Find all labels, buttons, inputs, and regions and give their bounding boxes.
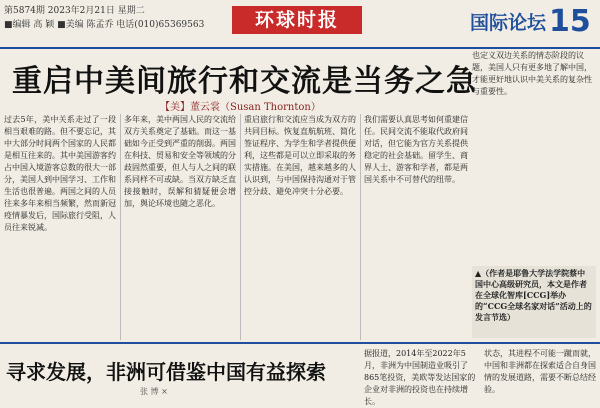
second-headline: 寻求发展，非洲可借鉴中国有益探索 xyxy=(6,360,326,384)
column-divider xyxy=(240,114,241,340)
lead-article-body xyxy=(4,114,470,340)
second-article-body xyxy=(364,348,596,406)
article-column: 我们需要认真思考如何重建信任。民间交流不能取代政府间对话，但它能为官方关系提供稳定的社会基础。留学生、商界人士、游客和学者，都是两国关系中不可替代的纽带。 xyxy=(364,115,468,184)
lead-byline: 【美】董云裳（Susan Thornton） xyxy=(160,102,321,113)
newspaper-logo: 环球时报 xyxy=(232,6,362,34)
section-label: 国际论坛 xyxy=(470,12,547,34)
page-number: 15 xyxy=(549,4,591,39)
bottom-divider xyxy=(0,342,600,344)
issue-line: 第5874期 2023年2月21日 星期二 xyxy=(4,6,145,16)
article-column: 据报道，2014年至2022年5月，非洲为中国制造业吸引了865笔投资，美欧等发达国家的企业对非洲的投资也在持续增长。 xyxy=(364,349,476,406)
issue-info xyxy=(4,4,204,32)
column-divider xyxy=(360,114,361,340)
article-column: 重启旅行和交流应当成为双方的共同目标。恢复直航航班、简化签证程序、为学生和学者提供便利，这些都是可以立即采取的务实措施。在美国，越来越多的人认识到，与中国保持沟通对于管控分歧、避免冲突十分必要。 xyxy=(244,115,356,196)
sidebar-text: 也定义双边关系的情态阶段的议题，美国人只有更多地了解中国，才能更好地认识中美关系的复杂性与重要性。 xyxy=(472,51,592,96)
editor-line: ■编辑 高 颖 ■美编 陈孟乔 电话(010)65369563 xyxy=(4,20,205,30)
article-column: 多年来，美中两国人民的交流给双方关系奠定了基础。而这一基础如今正受到严重的削弱。两国在科技、贸易和安全等领域的分歧固然重要，但人与人之间的联系同样不可或缺。当双方缺乏直接接触时，误解和猜疑便会增加，舆论环境也随之恶化。 xyxy=(124,115,236,208)
top-divider xyxy=(0,47,600,49)
article-column: 状态，其进程不可能一蹴而就，中国和非洲都在探索适合自身国情的发展道路，需要不断总结经验。 xyxy=(484,349,596,394)
lead-headline: 重启中美间旅行和交流是当务之急 xyxy=(12,64,477,99)
column-divider xyxy=(120,114,121,340)
second-byline: 张 博 × xyxy=(140,387,168,396)
author-note: ▲（作者是耶鲁大学法学院蔡中国中心高级研究员，本文是作者在全球化智库[CCG]举办的“CCG全球名家对话”活动上的发言节选） xyxy=(472,266,596,338)
article-column: 过去5年，美中关系走过了一段相当艰难的路。但不要忘记，其中大部分时间两个国家的人民都是相互往来的。其中美国游客约占中国入境游客总数的很大一部分，美国人到中国学习、工作和生活也很普遍。两国之间的人员往来多年来相当频繁，然而新冠疫情暴发后，国际旅行受阻，人员往来锐减。 xyxy=(4,115,116,232)
masthead xyxy=(0,0,600,48)
